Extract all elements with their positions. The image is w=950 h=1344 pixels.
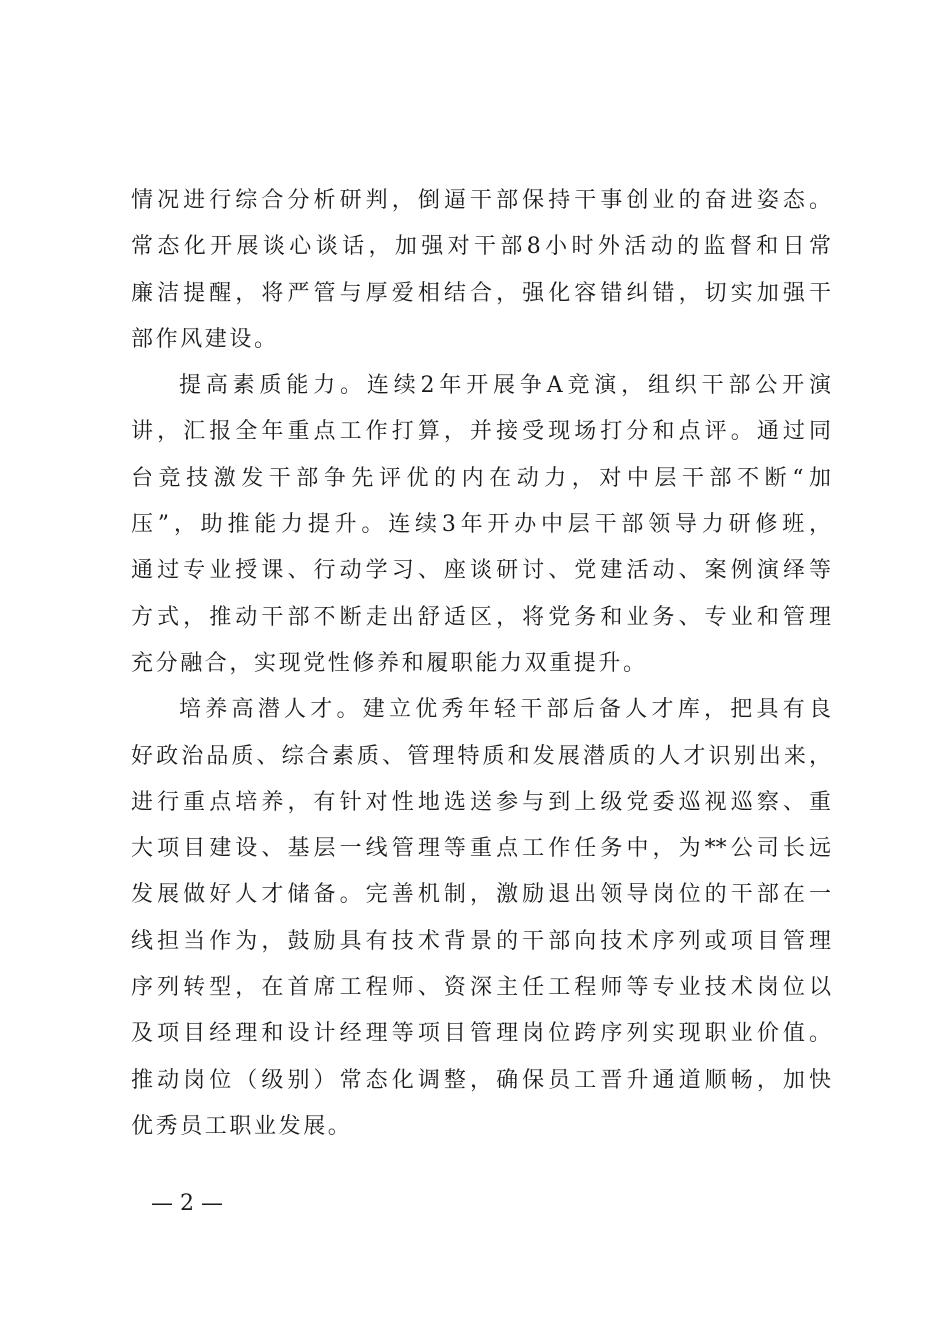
text-line: 部作风建设。: [131, 326, 279, 352]
text-line: 廉洁提醒，将严管与厚爱相结合，强化容错纠错，切实加强干: [131, 280, 831, 306]
text-line: 及项目经理和设计经理等项目管理岗位跨序列实现职业价值。: [131, 1021, 831, 1047]
page-number: — 2 —: [151, 1191, 223, 1216]
paragraph-cadre-supervision: [131, 178, 831, 363]
text-line: 讲，汇报全年重点工作打算，并接受现场打分和点评。通过同: [131, 419, 831, 445]
text-line: 充分融合，实现党性修养和履职能力双重提升。: [131, 650, 648, 676]
text-line: 情况进行综合分析研判，倒逼干部保持干事创业的奋进姿态。: [131, 188, 831, 213]
text-line: 线担当作为，鼓励具有技术背景的干部向技术序列或项目管理: [131, 928, 831, 954]
text-line: 进行重点培养，有针对性地选送参与到上级党委巡视巡察、重: [131, 789, 831, 815]
paragraph-cultivate-talent: [131, 687, 831, 1150]
text-line: 方式，推动干部不断走出舒适区，将党务和业务、专业和管理: [131, 604, 831, 630]
text-line: 压”，助推能力提升。连续3年开办中层干部领导力研修班，: [131, 512, 831, 538]
text-line: 培养高潜人才。建立优秀年轻干部后备人才库，把具有良: [179, 697, 831, 723]
text-line: 通过专业授课、行动学习、座谈研讨、党建活动、案例演绎等: [131, 558, 831, 584]
text-line: 发展做好人才储备。完善机制，激励退出领导岗位的干部在一: [131, 882, 831, 908]
text-line: 台竞技激发干部争先评优的内在动力，对中层干部不断“加: [131, 465, 831, 491]
paragraph-improve-quality: [131, 363, 831, 687]
text-line: 优秀员工职业发展。: [131, 1113, 353, 1139]
text-line: 推动岗位（级别）常态化调整，确保员工晋升通道顺畅，加快: [131, 1067, 831, 1093]
text-line: 序列转型，在首席工程师、资深主任工程师等专业技术岗位以: [131, 975, 831, 1001]
text-line: 大项目建设、基层一线管理等重点工作任务中，为**公司长远: [131, 836, 831, 862]
text-line: 常态化开展谈心谈话，加强对干部8小时外活动的监督和日常: [131, 234, 831, 260]
text-line: 提高素质能力。连续2年开展争A竞演，组织干部公开演: [179, 373, 831, 399]
text-line: 好政治品质、综合素质、管理特质和发展潜质的人才识别出来，: [131, 743, 831, 769]
document-body: [131, 178, 831, 1150]
